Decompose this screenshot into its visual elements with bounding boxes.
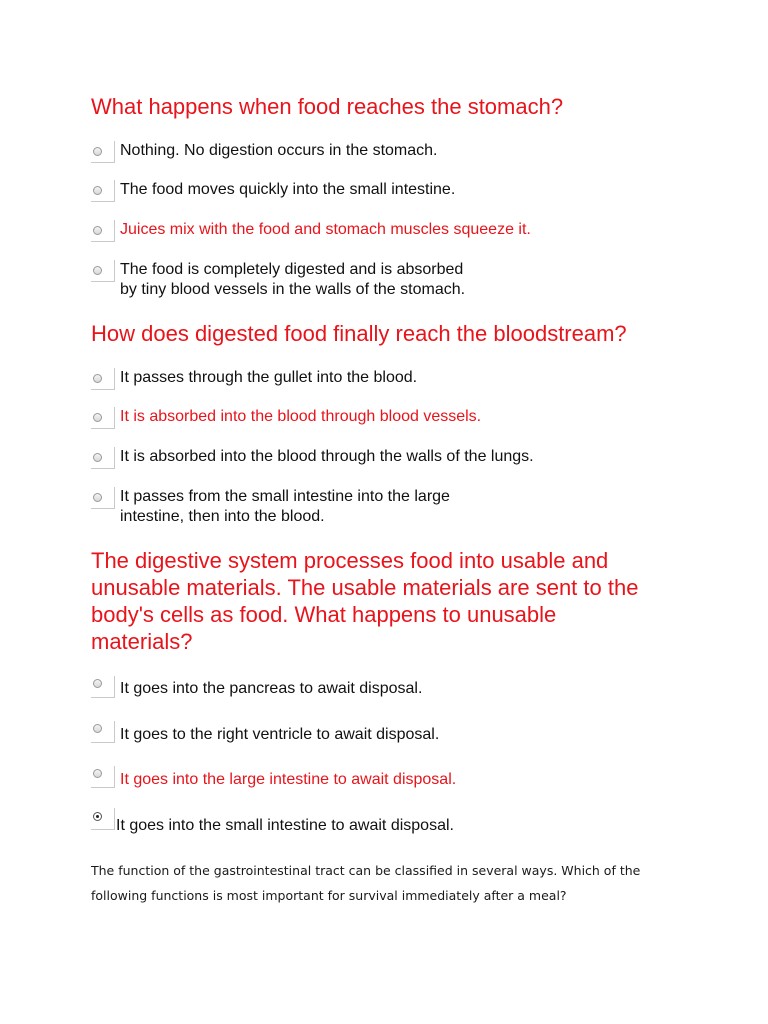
radio-circle-icon[interactable] xyxy=(93,413,102,422)
option-label: It goes to the right ventricle to await disposal. xyxy=(120,726,440,743)
radio-button-selected[interactable] xyxy=(91,808,115,830)
radio-circle-icon[interactable] xyxy=(93,679,102,688)
radio-circle-icon[interactable] xyxy=(93,724,102,733)
radio-circle-icon[interactable] xyxy=(93,147,102,156)
option-label: Nothing. No digestion occurs in the stomach. xyxy=(120,142,438,159)
radio-circle-icon[interactable] xyxy=(93,186,102,195)
radio-circle-icon[interactable] xyxy=(93,493,102,502)
option-label-line-2: by tiny blood vessels in the walls of the stomach. xyxy=(120,281,466,298)
question-3-line-2: unusable materials. The usable materials are sent to the xyxy=(91,575,639,600)
radio-button[interactable] xyxy=(91,766,115,788)
paragraph-line-2: following functions is most important for survival immediately after a meal? xyxy=(91,888,567,903)
radio-button[interactable] xyxy=(91,676,115,698)
radio-circle-icon[interactable] xyxy=(93,453,102,462)
radio-button[interactable] xyxy=(91,487,115,509)
radio-button[interactable] xyxy=(91,368,115,390)
radio-button[interactable] xyxy=(91,141,115,163)
radio-circle-icon[interactable] xyxy=(93,226,102,235)
option-label: It passes from the small intestine into the large xyxy=(120,488,450,505)
radio-button[interactable] xyxy=(91,721,115,743)
option-label: The food is completely digested and is absorbed xyxy=(120,261,464,278)
radio-circle-icon[interactable] xyxy=(93,266,102,275)
option-label: It goes into the small intestine to await disposal. xyxy=(116,817,454,834)
radio-circle-icon[interactable] xyxy=(93,374,102,383)
question-3-line-1: The digestive system processes food into usable and xyxy=(91,548,609,573)
option-label-highlighted: Juices mix with the food and stomach muscles squeeze it. xyxy=(120,221,531,238)
paragraph-line-1: The function of the gastrointestinal tract can be classified in several ways. Which of the xyxy=(91,863,641,878)
question-3-title xyxy=(91,547,691,655)
radio-button[interactable] xyxy=(91,260,115,282)
option-label: It goes into the pancreas to await disposal. xyxy=(120,680,423,697)
radio-checked-icon[interactable] xyxy=(93,812,102,821)
option-label-line-2: intestine, then into the blood. xyxy=(120,508,325,525)
question-2-title: How does digested food finally reach the bloodstream? xyxy=(91,321,627,346)
radio-button[interactable] xyxy=(91,447,115,469)
question-3-line-4: materials? xyxy=(91,629,193,654)
option-label: It is absorbed into the blood through the walls of the lungs. xyxy=(120,448,534,465)
question-paragraph xyxy=(91,858,651,908)
option-label-highlighted: It goes into the large intestine to await disposal. xyxy=(120,771,457,788)
radio-circle-icon[interactable] xyxy=(93,769,102,778)
radio-button[interactable] xyxy=(91,220,115,242)
radio-button[interactable] xyxy=(91,180,115,202)
radio-button[interactable] xyxy=(91,407,115,429)
option-label: The food moves quickly into the small intestine. xyxy=(120,181,456,198)
option-label: It passes through the gullet into the blood. xyxy=(120,369,418,386)
question-3-line-3: body's cells as food. What happens to unusable xyxy=(91,602,557,627)
question-1-title: What happens when food reaches the stomach? xyxy=(91,94,564,119)
option-label-highlighted: It is absorbed into the blood through blood vessels. xyxy=(120,408,482,425)
